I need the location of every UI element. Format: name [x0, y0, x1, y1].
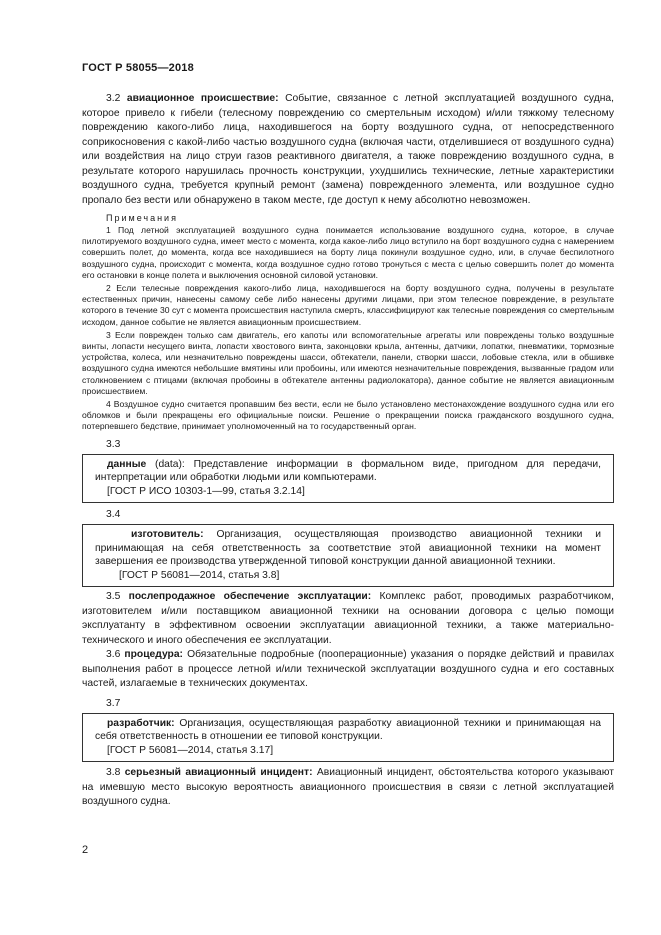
- page-number: 2: [82, 844, 89, 856]
- clause-3-7-definition: [95, 717, 601, 744]
- source-reference: [ГОСТ Р ИСО 10303-1—99, статья 3.2.14]: [107, 485, 305, 497]
- clause-3-3-box: [82, 454, 614, 504]
- clause-number: 3.8: [106, 767, 121, 779]
- clause-3-5: [82, 590, 614, 648]
- term: изготовитель:: [131, 529, 204, 541]
- term: процедура:: [124, 649, 183, 661]
- definition: Организация, осуществляющая разработку авиационной техники и принимающая на себя ответственность в отношении ее типовой конструкции.: [95, 717, 601, 743]
- source-reference: [ГОСТ Р 56081—2014, статья 3.17]: [107, 744, 274, 756]
- definition: Авиационный инцидент, обстоятельства которого указывают на имевшую место высокую вероятность авиационного происшествия в связи с летной эксплуатацией воздушного судна.: [82, 767, 614, 808]
- note-2: 2 Если телесные повреждения какого-либо лица, находившегося на борту воздушного судна, получены в результате естественных причин, нанесены самому себе либо нанесены другими лицами, при этом телесное повреждение, в результате которого в течение 30 сут с момента происшествия наступила смерть, классифицируют как телесные повреждения со смертельным исходом, данное событие не является авиационным происшествием.: [82, 283, 614, 327]
- term: авиационное происшествие:: [126, 93, 279, 104]
- clause-3-7-number: 3.7: [106, 697, 121, 709]
- definition: (data): Представление информации в формальном виде, пригодном для передачи, интерпретации или обработки людьми или компьютерами.: [95, 458, 601, 484]
- clause-3-3-definition: [95, 458, 601, 485]
- clause-3-2: [82, 92, 614, 208]
- term: разработчик:: [107, 717, 175, 729]
- definition: Обязательные подробные (пооперационные) указания о порядке действий и правилах выполнения работ в процессе летной и/или технической эксплуатации воздушного судна и его составных частей, излагаемые в технических документах.: [82, 649, 614, 690]
- term: данные: [107, 458, 147, 470]
- note-3: 3 Если поврежден только сам двигатель, его капоты или вспомогательные агрегаты или повреждены только воздушные винты, лопасти несущего винта, лопасти хвостового винта, законцовки крыла, антенны, датчики, лопатки, пневматики, тормозные устройства, колеса, или незначительно повреждены шасси, обтекатели, панели, створки шасси, лобовые стекла, или в обшивке воздушного судна имеются небольшие вмятины или пробоины, или имеются незначительные повреждения, вызванные градом или столкновением с птицами (включая пробоины в обтекателе антенны радиолокатора), данное событие не является авиационным происшествием.: [82, 329, 614, 396]
- term: серьезный авиационный инцидент:: [124, 767, 313, 779]
- definition: Событие, связанное с летной эксплуатацией воздушного судна, которое привело к гибели (телесному повреждению со смертельным исходом) и/или тяжкому телесному повреждению какого-либо лица, находившегося на борту воздушного судна, от непосредственного соприкосновения с какой-либо частью воздушного судна (включая части, отделившиеся от воздушного судна) или воздействия на лицо струи газов реактивного двигателя, а также повреждению воздушного судна, в результате которого нарушилась прочность конструкции, ухудшились технические, летные характеристики воздушного судна, требуется крупный ремонт (замена) поврежденного элемента, или воздушное судно пропало без вести или обнаружено в таком месте, где доступ к нему абсолютно невозможен.: [82, 93, 614, 206]
- clause-3-4-number: 3.4: [106, 509, 121, 521]
- note-1: 1 Под летной эксплуатацией воздушного судна понимается использование воздушного судна, которое, в случае пилотируемого воздушного судна, имеет место с момента, когда какое-либо лицо вступило на борт воздушного судна с намерением совершить полет, до момента, когда все находившиеся на борту лица покинули воздушное судно, или, в случае беспилотного воздушного судна, происходит с момента, когда воздушное судно готово тронуться с места с целью совершить полет до момента его остановки в конце полета и выключения основной силовой установки.: [82, 225, 614, 280]
- clause-number: 3.5: [106, 591, 121, 603]
- document-header: ГОСТ Р 58055—2018: [82, 62, 194, 74]
- notes-title: Примечания: [106, 213, 178, 223]
- clause-3-4-box: [82, 524, 614, 587]
- clause-number: 3.2: [106, 93, 121, 104]
- definition: Комплекс работ, проводимых разработчиком, изготовителем и/или поставщиком авиационной техники на основании договора с целью помощи эксплуатанту в эффективном освоении эксплуатации авиационной техники, а также материально-технического и иного обеспечения ее эксплуатации.: [82, 591, 614, 646]
- definition: Организация, осуществляющая производство авиационной техники и принимающая на себя ответственность за соответствие этой авиационной техники на момент завершения ее производства утвержденной типовой конструкции данной авиационной техники.: [95, 529, 601, 568]
- source-reference: [ГОСТ Р 56081—2014, статья 3.8]: [119, 569, 280, 581]
- clause-3-7-box: [82, 713, 614, 763]
- note-4: 4 Воздушное судно считается пропавшим без вести, если не было установлено местонахождение воздушного судна или его обломков и были прекращены его официальные поиски. Решение о прекращении поиска гражданского воздушного судна, потерпевшего бедствие, принимает уполномоченный на то государственный орган.: [82, 399, 614, 432]
- page-content: [82, 92, 614, 810]
- clause-number: 3.6: [106, 649, 121, 661]
- clause-3-3-number: 3.3: [106, 438, 121, 450]
- clause-3-8: [82, 766, 614, 810]
- clause-3-6: [82, 648, 614, 692]
- clause-3-4-definition: [95, 528, 601, 569]
- term: послепродажное обеспечение эксплуатации:: [128, 591, 372, 603]
